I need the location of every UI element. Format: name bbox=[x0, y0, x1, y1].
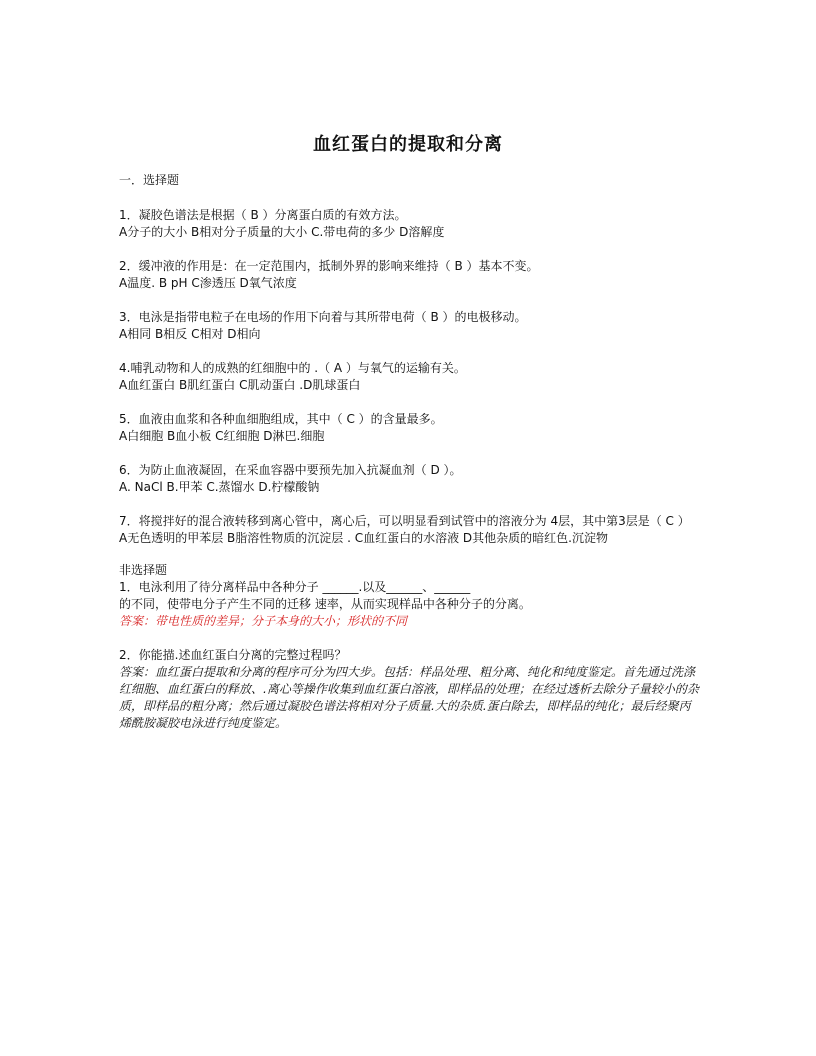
answer-text: 答案：血红蛋白提取和分离的程序可分为四大步。包括：样品处理、粗分离、纯化和纯度鉴定。首先通过洗涤红细胞、血红蛋白的释放、.离心等操作收集到血红蛋白溶液，即样品的处理；在经过透析去除分子量较小的杂质，即样品的粗分离；然后通过凝胶色谱法将相对分子质量.大的杂质.蛋白除去，即样品的纯化；最后经聚丙烯酰胺凝胶电泳进行纯度鉴定。 bbox=[119, 665, 699, 730]
answer-text: 答案：带电性质的差异；分子本身的大小；形状的不同 bbox=[119, 614, 408, 628]
question-options: A分子的大小 B相对分子质量的大小 C.带电荷的多少 D溶解度 bbox=[119, 225, 445, 239]
question-options: A温度. B pH C渗透压 D氧气浓度 bbox=[119, 276, 297, 290]
question-text: 5．血液由血浆和各种血细胞组成，其中（ C ）的含量最多。 bbox=[119, 412, 443, 426]
question-5 bbox=[119, 411, 699, 445]
question-options: A. NaCl B.甲苯 C.蒸馏水 D.柠檬酸钠 bbox=[119, 480, 320, 494]
question-options: A相同 B相反 C相对 D相向 bbox=[119, 327, 261, 341]
question-text: 2．缓冲液的作用是：在一定范围内，抵制外界的影响来维持（ B ）基本不变。 bbox=[119, 259, 539, 273]
question-4 bbox=[119, 360, 699, 394]
question-text-line-1: 1．电泳利用了待分离样品中各种分子 ______.以及______、______ bbox=[119, 580, 471, 594]
question-text: 4.哺乳动物和人的成熟的红细胞中的 .（ A ）与氧气的运输有关。 bbox=[119, 361, 466, 375]
document-title: 血红蛋白的提取和分离 bbox=[313, 134, 503, 155]
question-text: 3．电泳是指带电粒子在电场的作用下向着与其所带电荷（ B ）的电极移动。 bbox=[119, 310, 527, 324]
question-text: 2．你能描.述血红蛋白分离的完整过程吗？ bbox=[119, 648, 347, 662]
question-7 bbox=[119, 513, 699, 547]
question-options: A白细胞 B血小板 C红细胞 D淋巴.细胞 bbox=[119, 429, 325, 443]
document-body bbox=[119, 172, 699, 749]
question-1 bbox=[119, 207, 699, 241]
question-options: A无色透明的甲苯层 B脂溶性物质的沉淀层 . C血红蛋白的水溶液 D其他杂质的暗红色.沉淀物 bbox=[119, 531, 608, 545]
section-heading-nonchoice: 非选择题 bbox=[119, 563, 168, 577]
nonchoice-question-1 bbox=[119, 579, 699, 630]
question-text-line-2: 的不同，使带电分子产生不同的迁移 速率，从而实现样品中各种分子的分离。 bbox=[119, 597, 531, 611]
question-2 bbox=[119, 258, 699, 292]
question-text: 6．为防止血液凝固，在采血容器中要预先加入抗凝血剂（ D ）。 bbox=[119, 463, 462, 477]
question-3 bbox=[119, 309, 699, 343]
section-heading-choice: 一．选择题 bbox=[119, 173, 180, 187]
question-options: A血红蛋白 B肌红蛋白 C肌动蛋白 .D肌球蛋白 bbox=[119, 378, 361, 392]
question-6 bbox=[119, 462, 699, 496]
question-text: 1．凝胶色谱法是根据（ B ）分离蛋白质的有效方法。 bbox=[119, 208, 407, 222]
nonchoice-question-2 bbox=[119, 647, 699, 732]
question-text: 7．将搅拌好的混合液转移到离心管中，离心后，可以明显看到试管中的溶液分为 4层，其中第3层是（ C ） bbox=[119, 514, 690, 528]
